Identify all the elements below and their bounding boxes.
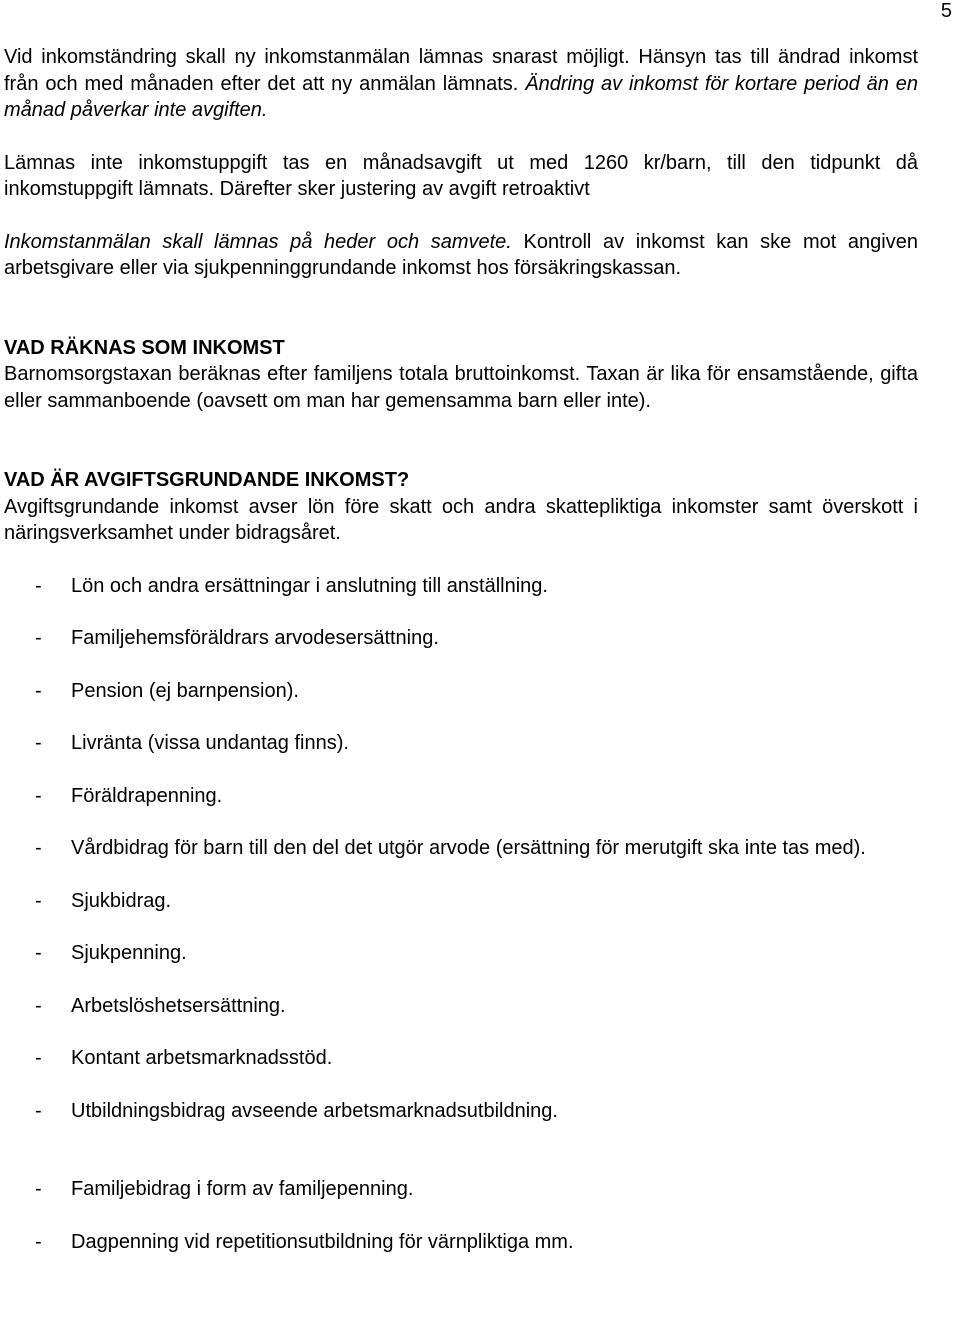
paragraph-income-change-text: Vid inkomständring skall ny inkomstanmälan lämnas snarast möjligt. Hänsyn tas till ändrad inkomst från och med månaden efter det att ny anmälan lämnats. bbox=[4, 46, 918, 95]
list-item bbox=[4, 678, 918, 705]
list-bullet: - bbox=[35, 784, 42, 807]
list-bullet: - bbox=[35, 679, 42, 702]
list-item-text: Arbetslöshetsersättning. bbox=[71, 994, 286, 1017]
list-bullet: - bbox=[35, 1099, 42, 1122]
list-item-text: Lön och andra ersättningar i anslutning till anställning. bbox=[71, 574, 548, 597]
list-bullet: - bbox=[35, 1047, 42, 1069]
list-item-text: Sjukbidrag. bbox=[71, 889, 172, 912]
section-body-income: Barnomsorgstaxan beräknas efter familjens totala bruttoinkomst. Taxan är lika för ensamstående, gifta eller sammanboende (oavsett om man har gemensamma barn eller inte). bbox=[4, 363, 918, 412]
list-bullet: - bbox=[35, 574, 42, 597]
income-type-list bbox=[4, 573, 918, 1256]
list-item bbox=[4, 1045, 918, 1072]
paragraph-missing-income bbox=[4, 150, 918, 203]
paragraph-honor-italic: Inkomstanmälan skall lämnas på heder och samvete. bbox=[4, 230, 512, 253]
list-bullet: - bbox=[35, 942, 42, 964]
page-number: 5 bbox=[940, 0, 952, 22]
paragraph-honor-text: Kontroll av inkomst kan ske mot angiven arbetsgivare eller via sjukpenninggrundande inkomst hos försäkringskassan. bbox=[4, 230, 918, 279]
paragraph-honor bbox=[4, 229, 918, 282]
list-item-text: Dagpenning vid repetitionsutbildning för värnpliktiga mm. bbox=[71, 1230, 574, 1253]
list-item bbox=[4, 1229, 918, 1256]
list-bullet: - bbox=[35, 732, 42, 754]
list-item bbox=[4, 625, 918, 652]
list-bullet: - bbox=[35, 994, 42, 1017]
list-item bbox=[4, 730, 918, 757]
list-bullet: - bbox=[35, 627, 42, 649]
paragraph-income-change-italic: Ändring av inkomst för kortare period än en månad påverkar inte avgiften. bbox=[4, 72, 918, 121]
list-item-text: Pension (ej barnpension). bbox=[71, 679, 299, 702]
document-body bbox=[4, 44, 918, 1255]
list-item bbox=[4, 993, 918, 1020]
list-item-text: Familjehemsföräldrars arvodesersättning. bbox=[71, 627, 439, 649]
list-item-text: Familjebidrag i form av familjepenning. bbox=[71, 1178, 414, 1200]
list-item bbox=[4, 888, 918, 915]
section-heading-fee-income: VAD ÄR AVGIFTSGRUNDANDE INKOMST? bbox=[4, 469, 410, 491]
section-body-fee-income: Avgiftsgrundande inkomst avser lön före skatt och andra skattepliktiga inkomster samt överskott i näringsverksamhet under bidragsåret. bbox=[4, 495, 918, 544]
list-item-text: Sjukpenning. bbox=[71, 942, 187, 964]
list-item bbox=[4, 1176, 918, 1203]
list-bullet: - bbox=[35, 837, 42, 859]
list-bullet: - bbox=[35, 1230, 42, 1253]
list-item bbox=[4, 940, 918, 967]
paragraph-income-change bbox=[4, 44, 918, 124]
section-heading-income: VAD RÄKNAS SOM INKOMST bbox=[4, 336, 285, 359]
list-item bbox=[4, 573, 918, 600]
list-item-text: Vårdbidrag för barn till den del det utgör arvode (ersättning för merutgift ska inte tas med). bbox=[71, 837, 866, 859]
list-item bbox=[4, 783, 918, 810]
list-item-text: Kontant arbetsmarknadsstöd. bbox=[71, 1047, 333, 1069]
list-bullet: - bbox=[35, 889, 42, 912]
list-item-text: Livränta (vissa undantag finns). bbox=[71, 732, 349, 754]
list-bullet: - bbox=[35, 1178, 42, 1200]
list-item-text: Föräldrapenning. bbox=[71, 784, 223, 807]
paragraph-missing-income-text: Lämnas inte inkomstuppgift tas en månadsavgift ut med 1260 kr/barn, till den tidpunkt då inkomstuppgift lämnats. Därefter sker justering av avgift retroaktivt bbox=[4, 151, 918, 200]
list-item bbox=[4, 1098, 918, 1125]
list-item-text: Utbildningsbidrag avseende arbetsmarknadsutbildning. bbox=[71, 1099, 558, 1122]
list-item bbox=[4, 835, 918, 862]
